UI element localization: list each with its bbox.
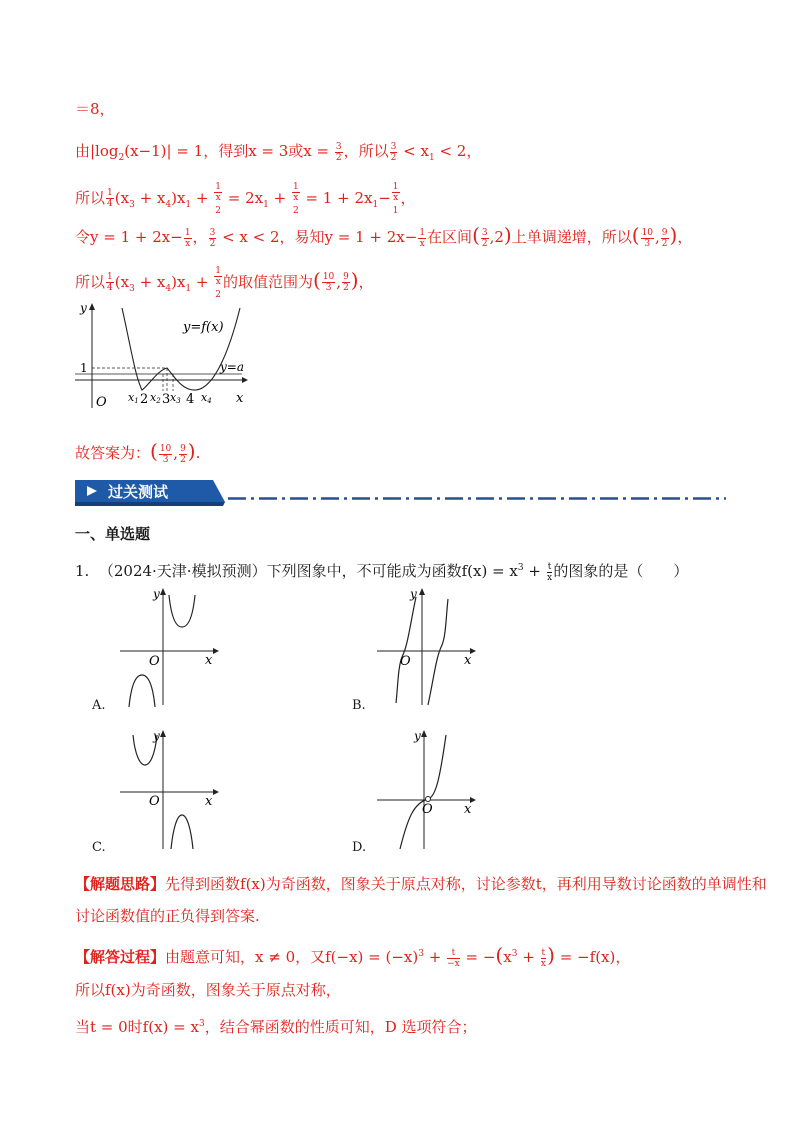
fraction: $\frac{t}{x}$ xyxy=(540,947,546,969)
option-c-graph xyxy=(115,727,220,852)
text: ＝8， xyxy=(75,100,115,118)
question-1: 1. （2024·天津·模拟预测）下列图象中，不可能成为函数$f(x) = x^3$ + $\frac{t}{x}$ 的图象的是（ ） xyxy=(75,561,689,583)
solution-idea-2: 讨论函数值的正负得到答案. xyxy=(75,907,260,925)
option-a-label[interactable]: A. xyxy=(92,698,106,713)
x-axis-arrow xyxy=(242,377,248,383)
svg-text:y: y xyxy=(410,587,417,601)
fraction: $\frac{1}{4}$ xyxy=(107,272,113,294)
section-title: 一、单选题 xyxy=(75,525,151,543)
fraction: $\frac{3}{2}$ xyxy=(209,227,216,249)
fraction: $\frac{10}{3}$ xyxy=(159,443,172,465)
fraction: 1 x $_1$ xyxy=(392,182,399,216)
solution-process: 【解答过程】由题意可知，x ≠ 0，又$f(-x) = (-x)^3$ + $\frac{t}{-x}$ = $-(x^3$ + $\frac{t}{x}$ ) = −f(x)， xyxy=(75,943,631,969)
fraction: $\frac{1}{4}$ xyxy=(107,188,113,210)
fraction: $\frac{9}{2}$ xyxy=(343,272,349,294)
one-label: 1 xyxy=(80,361,88,375)
fraction: $\frac{t}{x}$ xyxy=(546,561,553,583)
tick-x3: x3 xyxy=(170,391,181,405)
fraction: 1 x $_2$ xyxy=(215,266,221,300)
option-d-graph xyxy=(372,727,477,852)
line-sum: 所以 $\frac{1}{4}$ $(x_3 + x_4)x_1$ + 1 x $_2$ = $2x_1$ + 1 x $_2$ = $1 + 2x_1-$ 1 x $_1$ ， xyxy=(75,182,416,216)
banner-title: 过关测试 xyxy=(108,483,169,501)
y-axis-arrow xyxy=(89,303,95,310)
svg-text:y: y xyxy=(414,729,421,743)
a-label: y=a xyxy=(220,360,244,374)
f-label: y=f(x) xyxy=(183,320,224,335)
svg-text:x: x xyxy=(464,653,472,668)
fraction: 1 x $_2$ xyxy=(292,182,299,216)
fraction: $\frac{10}{3}$ xyxy=(322,272,335,294)
line-answer: 故答案为：( $\frac{10}{3}$ , $\frac{9}{2}$ ). xyxy=(75,439,201,465)
option-a-graph xyxy=(115,585,220,710)
o-label: O xyxy=(96,395,107,410)
svg-text:O: O xyxy=(400,654,411,669)
svg-text:y: y xyxy=(153,587,160,601)
svg-text:O: O xyxy=(422,802,433,817)
option-b-graph xyxy=(372,585,477,710)
sub: 2 xyxy=(118,153,125,163)
fraction: $\frac{10}{3}$ xyxy=(641,227,654,249)
svg-text:x: x xyxy=(205,653,213,668)
line-range: 所以 $\frac{1}{4}$ $(x_3 + x_4)x_1$ + 1 x $_2$ 的取值范围为( $\frac{10}{3}$ , $\frac{9}{2}$ )， xyxy=(75,266,374,300)
svg-text:O: O xyxy=(149,794,160,809)
option-b-label[interactable]: B. xyxy=(352,698,366,713)
dash-divider xyxy=(228,497,726,500)
tick-2: 2 xyxy=(140,392,149,407)
function-graph xyxy=(70,298,250,413)
tick-4: 4 xyxy=(186,392,195,407)
text: ，所以 xyxy=(343,142,389,160)
tick-3: 3 xyxy=(162,392,171,407)
text: (x−1)| = 1，得到x = 3或x = xyxy=(124,142,334,160)
line-let-y: 令y = 1 + 2x− $\frac{1}{x}$ ， $\frac{3}{2}$ < x < 2，易知y = 1 + 2x− $\frac{1}{x}$ 在区间( $\frac{3}{2}$ ,2)上单调递增，所以( $\frac{10}{3}$ , $\frac{9}{2}$ )， xyxy=(75,223,693,249)
fraction: 1 x $_2$ xyxy=(215,182,221,216)
fraction: $\frac{3}{2}$ xyxy=(335,141,342,163)
svg-text:O: O xyxy=(149,654,160,669)
tick-x2: x2 xyxy=(150,391,161,405)
x-label: x xyxy=(236,391,244,406)
svg-text:y: y xyxy=(153,729,160,743)
fraction: $\frac{t}{-x}$ xyxy=(447,947,460,969)
fraction: $\frac{1}{x}$ xyxy=(184,227,191,249)
solution-odd: 所以f(x)为奇函数，图象关于原点对称， xyxy=(75,981,341,999)
tick-x4: x4 xyxy=(201,391,212,405)
fraction: $\frac{1}{x}$ xyxy=(419,227,426,249)
y-label: y xyxy=(80,301,87,315)
fraction: $\frac{9}{2}$ xyxy=(180,443,186,465)
line-eq8 xyxy=(75,98,115,120)
fraction: $\frac{3}{2}$ xyxy=(481,227,488,249)
solution-idea: 【解题思路】先得到函数f(x)为奇函数，图象关于原点对称，讨论参数t，再利用导数讨论函数的单调性和 xyxy=(75,875,767,893)
fraction: $\frac{9}{2}$ xyxy=(661,227,668,249)
svg-text:x: x xyxy=(205,794,213,809)
option-d-label[interactable]: D. xyxy=(352,840,367,855)
text: 由|log xyxy=(75,142,119,160)
solution-t0: 当t = 0时$f(x) = x^3$，结合幂函数的性质可知，D 选项符合； xyxy=(75,1018,477,1036)
text: < x xyxy=(398,142,429,160)
fraction: $\frac{3}{2}$ xyxy=(390,141,397,163)
svg-text:x: x xyxy=(464,802,472,817)
text: < 2， xyxy=(434,142,482,160)
option-c-label[interactable]: C. xyxy=(92,840,106,855)
line-log: 由$|\log_2(x-1)| = 1$，得到x = 3或x = $\frac{3}{2}$ ，所以 $\frac{3}{2}$ < $x_1 < 2$， xyxy=(75,141,482,163)
tick-x1: x1 xyxy=(128,391,139,405)
